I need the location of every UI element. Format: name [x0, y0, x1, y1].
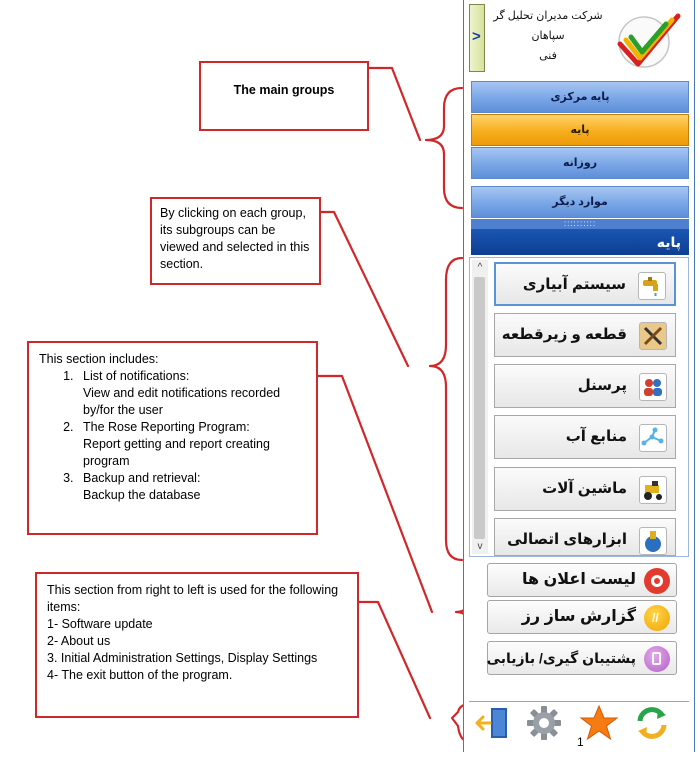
backup-restore-icon	[644, 646, 670, 672]
brace-subgroups	[430, 258, 462, 560]
note-bottom-line: 1- Software update	[47, 617, 153, 631]
tractor-icon	[639, 476, 667, 504]
note-subgroups	[150, 197, 321, 285]
settings-gear-icon[interactable]	[524, 703, 564, 743]
subgroup-label: سیستم آبیاری	[522, 276, 626, 293]
report-label: پشتیبان گیری/ بازیابی	[486, 650, 636, 666]
scroll-down-button[interactable]: v	[477, 541, 483, 552]
subgroup-water-resources[interactable]	[494, 415, 676, 459]
note-bottom	[35, 572, 359, 718]
connector-main-groups	[368, 68, 420, 140]
notification-list-icon	[644, 568, 670, 594]
section-title: پایه	[656, 234, 681, 250]
scroll-thumb[interactable]	[474, 277, 485, 539]
company-line-2: سپاهان	[531, 30, 565, 42]
note-main-groups-text: The main groups	[233, 83, 335, 97]
subgroup-connection-tools[interactable]	[494, 518, 676, 556]
report-label: گزارش ساز رز	[521, 608, 636, 625]
rose-report-icon: //	[644, 605, 670, 631]
group-central-base[interactable]: پایه مرکزی	[471, 81, 689, 113]
company-line-3: فنی	[539, 50, 557, 62]
company-line-1: شرکت مدیران تحلیل گر	[493, 10, 603, 22]
collapse-glyph: >	[472, 28, 481, 45]
connector-subgroups	[320, 212, 408, 366]
software-update-icon[interactable]	[632, 703, 672, 743]
subgroup-label: منابع آب	[565, 428, 627, 445]
water-tap-icon	[638, 272, 666, 300]
backup-restore-button[interactable]	[487, 641, 677, 675]
brace-main-groups	[426, 88, 462, 208]
note-bottom-line: 4- The exit button of the program.	[47, 668, 233, 682]
note-bottom-intro: This section from right to left is used for the following items:	[47, 583, 339, 614]
note-subgroups-text: By clicking on each group, its subgroups can be viewed and selected in this section.	[160, 206, 310, 271]
section-title-bar	[471, 229, 689, 255]
subgroup-personnel[interactable]	[494, 364, 676, 408]
subgroup-label: قطعه و زیرقطعه	[501, 326, 627, 343]
note-section-item: 2. The Rose Reporting Program: Report getting and report creating program	[77, 419, 306, 470]
company-name	[490, 6, 606, 66]
notification-list-button[interactable]	[487, 563, 677, 597]
exit-door-icon[interactable]	[474, 703, 514, 743]
connector-tool-icon	[639, 527, 667, 555]
note-section-list	[39, 368, 306, 504]
subgroup-label: پرسنل	[577, 377, 627, 394]
subgroup-irrigation-system[interactable]	[494, 262, 676, 306]
vertical-scrollbar[interactable]	[472, 260, 488, 554]
collapse-button[interactable]	[469, 4, 485, 72]
water-network-icon	[639, 424, 667, 452]
tools-icon	[639, 322, 667, 350]
subgroup-label: ماشین آلات	[542, 480, 627, 497]
note-section-intro: This section includes:	[39, 352, 159, 366]
scroll-up-button[interactable]: ^	[477, 262, 483, 273]
note-section-item: 1. List of notifications: View and edit notifications recorded by/for the user	[77, 368, 306, 419]
group-daily[interactable]: روزانه	[471, 147, 689, 179]
group-base[interactable]: پایه	[471, 114, 689, 146]
rose-report-button[interactable]	[487, 600, 677, 634]
people-icon	[639, 373, 667, 401]
note-bottom-line: 3. Initial Administration Settings, Display Settings	[47, 651, 318, 665]
note-section-item: 3. Backup and retrieval: Backup the database	[77, 470, 306, 504]
note-main-groups	[199, 61, 369, 131]
about-star-icon[interactable]	[579, 703, 619, 743]
report-label: لیست اعلان ها	[522, 571, 636, 588]
subgroup-parts[interactable]	[494, 313, 676, 357]
splitter-grip[interactable]: ::::::::::	[471, 219, 689, 229]
subgroup-machinery[interactable]	[494, 467, 676, 511]
group-other-items[interactable]: موارد دیگر	[471, 186, 689, 218]
connector-bottom	[358, 602, 430, 718]
subgroup-label: ابزارهای اتصالی	[507, 531, 627, 548]
checkmark-logo-icon	[612, 10, 682, 70]
note-section	[27, 341, 318, 535]
page-number: 1	[577, 735, 584, 749]
note-bottom-line: 2- About us	[47, 634, 111, 648]
